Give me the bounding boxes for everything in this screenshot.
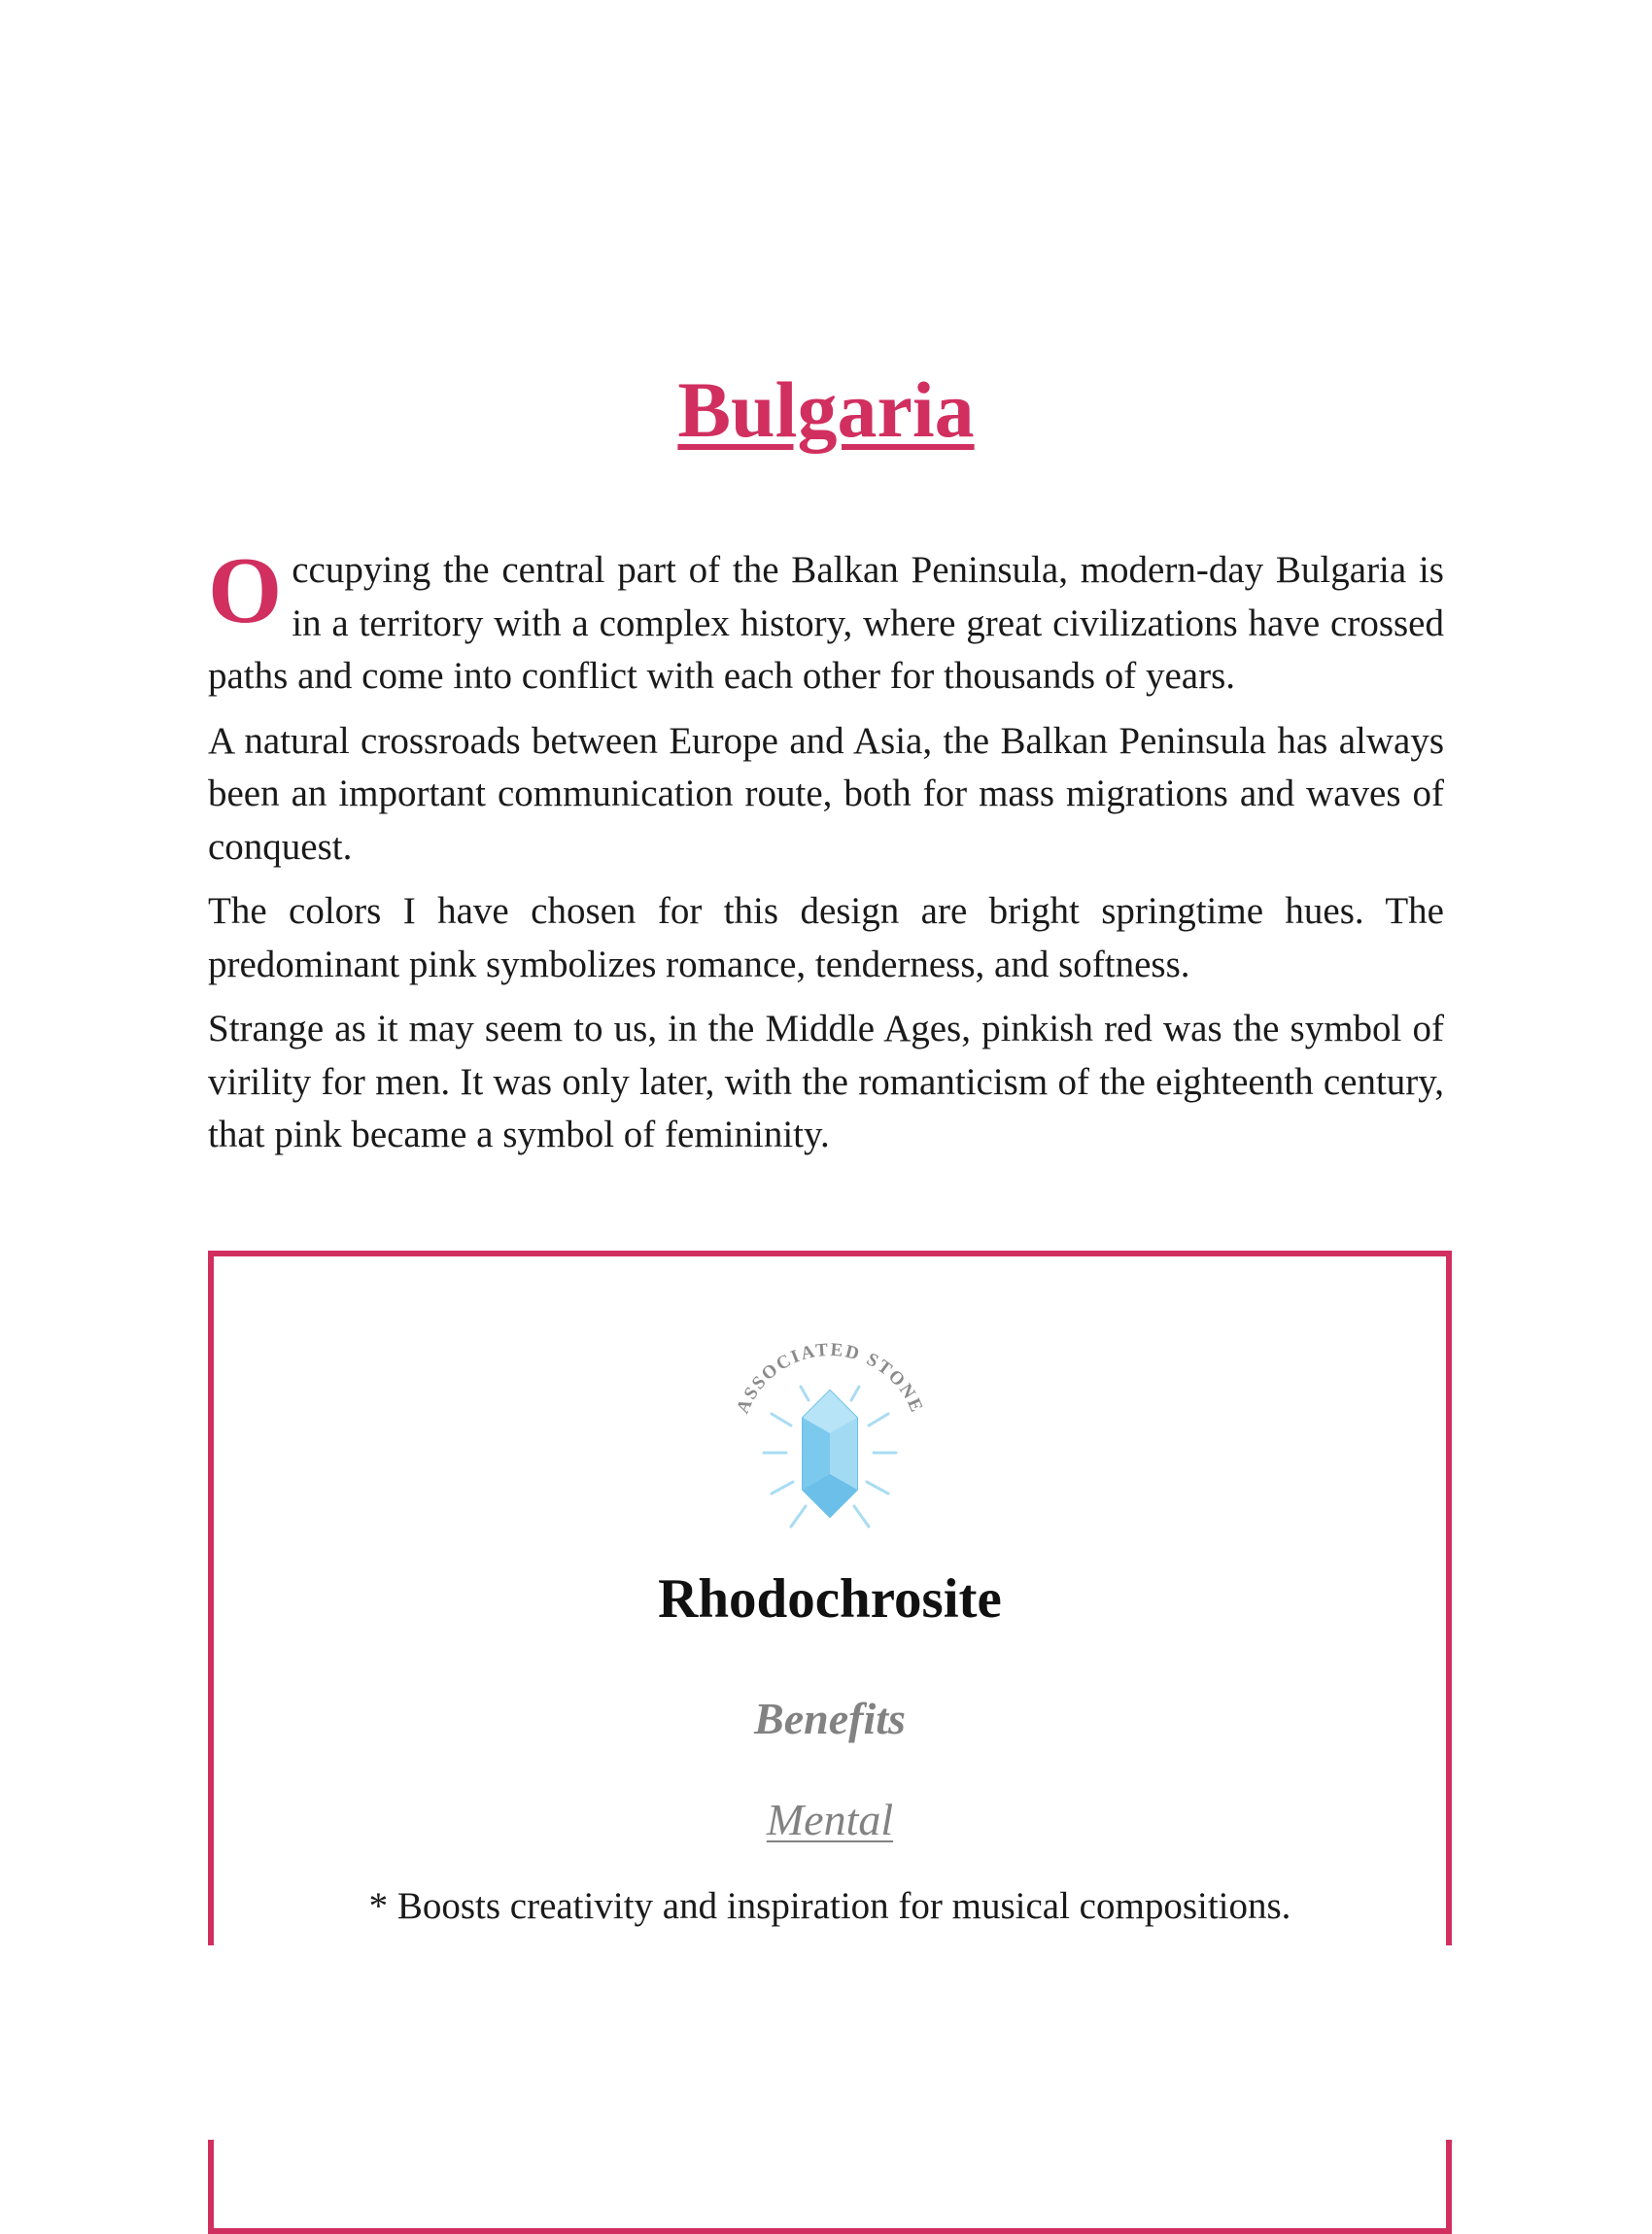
- intro-paragraph-2: A natural crossroads between Europe and Asia, the Balkan Peninsula has always been an important communication route, both for mass migrations and waves of conquest.: [208, 719, 1444, 868]
- stone-name: Rhodochrosite: [658, 1568, 1002, 1630]
- intro-paragraph-1-text: ccupying the central part of the Balkan Peninsula, modern-day Bulgaria is in a territory with a complex history, where great civilizations have crossed paths and come into conflict with each other for thousands of years.: [208, 549, 1444, 697]
- associated-stone-badge: [723, 1336, 937, 1550]
- benefit-item: * Boosts creativity and inspiration for musical compositions.: [368, 1885, 1291, 1927]
- intro-paragraph-3: The colors I have chosen for this design are bright springtime hues. The predominant pink symbolizes romance, tenderness, and softness.: [208, 890, 1444, 985]
- intro-paragraph-1: [208, 538, 1444, 704]
- intro-text: [208, 538, 1444, 1174]
- drop-cap: O: [208, 538, 283, 643]
- page-bottom-margin: [0, 1945, 1652, 2140]
- intro-paragraph-4: Strange as it may seem to us, in the Middle Ages, pinkish red was the symbol of virility for men. It was only later, with the romanticism of the eighteenth century, that pink became a symbol of femininity.: [208, 1008, 1444, 1155]
- badge-arc-label: ASSOCIATED STONE: [732, 1339, 928, 1417]
- crystal-icon: [764, 1387, 896, 1527]
- benefits-heading: Benefits: [754, 1694, 906, 1743]
- page-title: Bulgaria: [677, 365, 975, 454]
- mental-category-heading: Mental: [766, 1795, 894, 1844]
